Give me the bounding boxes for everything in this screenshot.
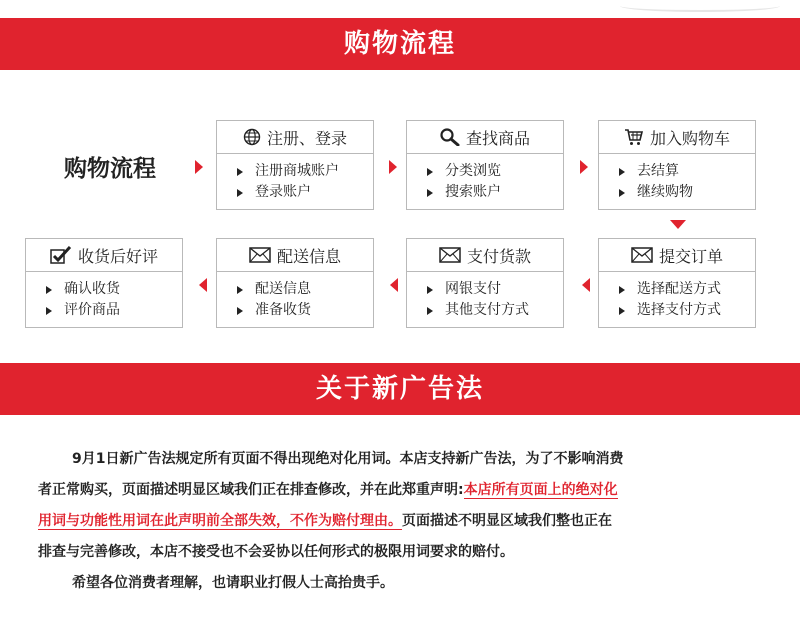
list-item: 确认收货 [46,279,182,300]
envelope-icon [631,247,653,263]
step-title: 提交订单 [658,246,723,266]
banner-title: 关于新广告法 [315,374,484,404]
list-item: 去结算 [619,161,755,182]
list-item: 评价商品 [46,300,182,321]
step-payment [406,238,564,328]
step-order [598,238,756,328]
highlight-text: 用词与功能性用词在此声明前全部失效，不作为赔付理由。 [38,513,402,529]
step-review [25,238,183,328]
list-item: 注册商城账户 [237,161,373,182]
flow-label: 购物流程 [64,156,156,182]
list-item: 其他支付方式 [427,300,563,321]
arrow-right-icon [195,160,203,174]
step-title: 注册、登录 [266,128,347,148]
step-cart [598,120,756,210]
step-delivery [216,238,374,328]
arrow-left-icon [199,278,207,292]
globe-icon [243,128,261,146]
arrow-right-icon [389,160,397,174]
arrow-left-icon [582,278,590,292]
list-item: 选择配送方式 [619,279,755,300]
list-item: 选择支付方式 [619,300,755,321]
shopping-flow-banner [0,18,800,70]
check-icon [50,246,72,264]
step-title: 查找商品 [465,128,530,148]
ad-law-banner [0,363,800,415]
cart-icon [624,128,644,146]
step-search [406,120,564,210]
list-item: 准备收货 [237,300,373,321]
list-item: 搜索账户 [427,182,563,203]
step-register [216,120,374,210]
notice-paragraph-2: 希望各位消费者理解，也请职业打假人士高抬贵手。 [72,575,394,591]
list-item: 网银支付 [427,279,563,300]
list-item: 继续购物 [619,182,755,203]
step-title: 收货后好评 [77,246,158,266]
notice-paragraph: 9月1日新广告法规定所有页面不得出现绝对化用词。本店支持新广告法，为了不影响消费 者正常购买，页面描述明显区域我们正在排查修改，并在此郑重声明:本店所有页面上的绝对化 用词与功能性用词在此声明前全部失效，不作为赔付理由。页面描述不明显区域我们整也正在 排查与完善修改，本店不接受也不会妥协以任何形式的极限用词要求的赔付。 [38,451,624,560]
step-title: 支付货款 [466,246,531,266]
arrow-down-icon [670,220,686,229]
highlight-text: 本店所有页面上的绝对化 [463,482,618,498]
step-title: 加入购物车 [649,128,730,148]
arrow-right-icon [580,160,588,174]
list-item: 分类浏览 [427,161,563,182]
list-item: 配送信息 [237,279,373,300]
search-icon [440,128,460,146]
list-item: 登录账户 [237,182,373,203]
envelope-icon [439,247,461,263]
decorative-curve [620,0,780,12]
step-title: 配送信息 [276,246,341,266]
banner-title: 购物流程 [343,29,456,59]
arrow-left-icon [390,278,398,292]
envelope-icon [249,247,271,263]
